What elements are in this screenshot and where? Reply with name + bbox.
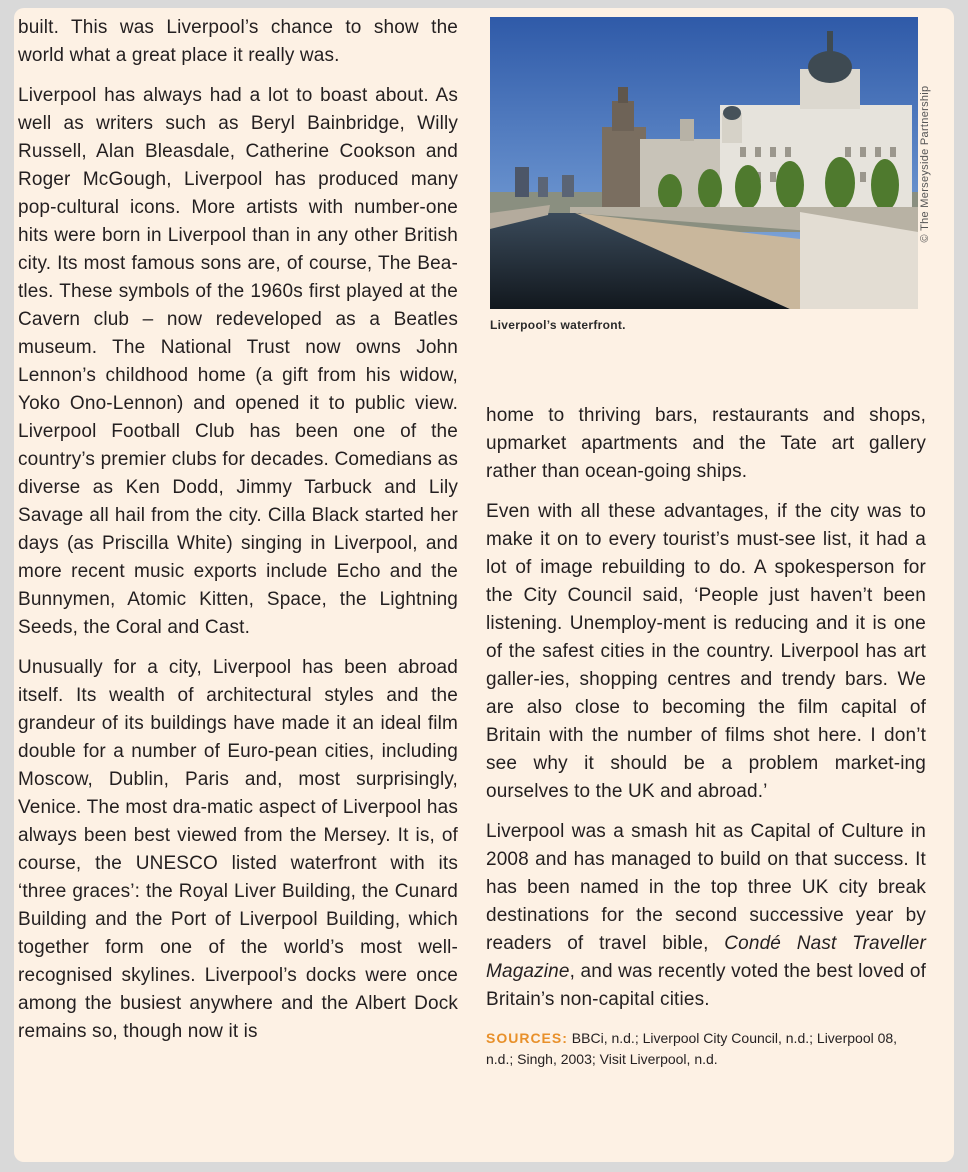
- waterfront-photo: [490, 17, 918, 309]
- waterfront-figure: [490, 17, 928, 309]
- magazine-title: Condé Nast Traveller Magazine: [486, 933, 926, 982]
- photo-credit: © The Merseyside Partnership: [919, 85, 931, 243]
- sources-note: SOURCES: BBCi, n.d.; Liverpool City Council, n.d.; Liverpool 08, n.d.; Singh, 2003; Visit Liverpool, n.d.: [486, 1030, 898, 1067]
- paragraph-capital-of-culture: Liverpool was a smash hit as Capital of Culture in 2008 and has managed to build on that success. It has been named in the top three UK city break destinations for the second successive year by readers of travel bible, Condé Nast Traveller Magazine, and was recently voted the best loved of Britain’s non-capital cities.: [486, 821, 926, 1010]
- paragraph-architecture: Unusually for a city, Liverpool has been abroad itself. Its wealth of architectural styles and the grandeur of its buildings have made it an ideal film double for a number of Euro-pean cities, including Moscow, Dublin, Paris and, most surprisingly, Venice. The most dra-matic aspect of Liverpool has always been best viewed from the Mersey. It is, of course, the UNESCO listed waterfront with its ‘three graces’: the Royal Liver Building, the Cunard Building and the Port of Liverpool Building, which together form one of the world’s most well-recognised skylines. Liverpool’s docks were once among the busiest anywhere and the Albert Dock remains so, though now it is: [18, 657, 458, 1042]
- paragraph-image-rebuilding: Even with all these advantages, if the city was to make it on to every tourist’s must-see list, it had a lot of image rebuilding to do. A spokesperson for the City Council said, ‘People just haven’t been listening. Unemploy-ment is reducing and it is one of the safest cities in the country. Liverpool has art galler-ies, shopping centres and trendy bars. We are also close to becoming the film capital of Britain with the number of films shot here. I don’t see why it should be a problem market-ing ourselves to the UK and abroad.’: [486, 501, 926, 802]
- right-column: [486, 402, 926, 1070]
- paragraph-albert-dock: home to thriving bars, restaurants and shops, upmarket apartments and the Tate art gallery rather than ocean-going ships.: [486, 405, 926, 482]
- paragraph-intro: built. This was Liverpool’s chance to show the world what a great place it really was.: [18, 17, 458, 66]
- figure-caption: Liverpool’s waterfront.: [490, 318, 626, 332]
- sources-label: SOURCES:: [486, 1030, 568, 1046]
- left-column: [18, 14, 458, 1058]
- paragraph-cultural-icons: Liverpool has always had a lot to boast about. As well as writers such as Beryl Bainbridge, Willy Russell, Alan Bleasdale, Catherine Cookson and Roger McGough, Liverpool has produced many pop-cultural icons. More artists with number-one hits were born in Liverpool than in any other British city. Its most famous sons are, of course, The Bea-tles. These symbols of the 1960s first played at the Cavern club – now redeveloped as a Beatles museum. The National Trust now owns John Lennon’s childhood home (a gift from his widow, Yoko Ono-Lennon) and opened it to public view. Liverpool Football Club has been one of the country’s premier clubs for decades. Comedians as diverse as Ken Dodd, Jimmy Tarbuck and Lily Savage all hail from the city. Cilla Black started her days (as Priscilla White) singing in Liverpool, and more recent music exports include Echo and the Bunnymen, Atomic Kitten, Space, the Lightning Seeds, the Coral and Cast.: [18, 85, 458, 638]
